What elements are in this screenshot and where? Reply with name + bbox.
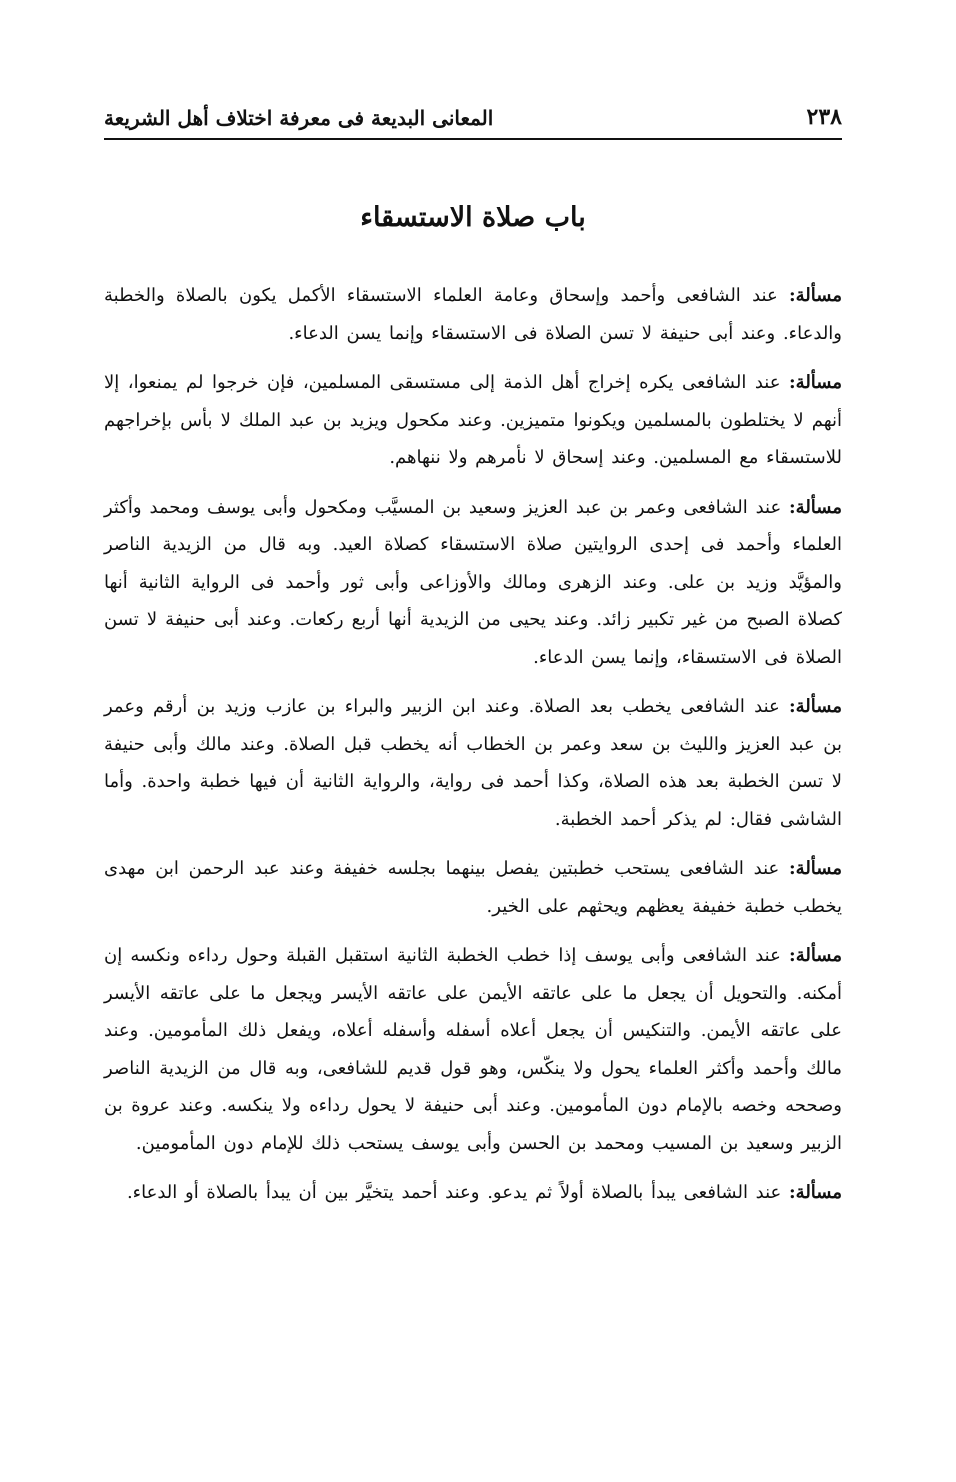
issue-paragraph: [104, 850, 842, 925]
chapter-title: باب صلاة الاستسقاء: [360, 202, 586, 233]
issue-paragraph: [104, 489, 842, 677]
issue-paragraph: [104, 937, 842, 1162]
issue-paragraph: [104, 364, 842, 477]
issue-text: عند الشافعى وأبى يوسف إذا خطب الخطبة الثانية استقبل القبلة وحول رداءه ونكسه إن أمكنه. والتحويل أن يجعل ما على عاتقه الأيمن على عاتقه الأيسر ويجعل ما على عاتقه الأيسر على عاتقه الأيمن. والتنكيس أن يجعل أعلاه أسفله وأسفله أعلاه، ويفعل ذلك المأمومين. وعند مالك وأحمد وأكثر العلماء يحول ولا ينكّس، وهو قول قديم للشافعى، وبه قال من الزيدية الناصر وصححه وخصه بالإمام دون المأمومين. وعند أبى حنيفة لا يحول رداءه ولا ينكسه. وعند عروة بن الزبير وسعيد بن المسيب ومحمد بن الحسن وأبى يوسف يستحب ذلك للإمام دون المأمومين.: [104, 945, 842, 1154]
issue-label: مسألة:: [789, 945, 843, 966]
issue-text: عند الشافعى يكره إخراج أهل الذمة إلى مستسقى المسلمين، فإن خرجوا لم يمنعوا، إلا أنهم لا يختلطون بالمسلمين ويكونوا متميزين. وعند مكحول ويزيد بن عبد الملك لا بأس بإخراجهم للاستسقاء مع المسلمين. وعند إسحاق لا نأمرهم ولا ننهاهم.: [104, 372, 842, 468]
issue-label: مسألة:: [789, 496, 842, 518]
page-number: ٢٣٨: [806, 104, 842, 130]
issue-paragraph: [104, 277, 842, 352]
issue-text: عند الشافعى وأحمد وإسحاق وعامة العلماء الاستسقاء الأكمل يكون بالصلاة والخطبة والدعاء. وعند أبى حنيفة لا تسن الصلاة فى الاستسقاء وإنما يسن الدعاء.: [104, 285, 842, 344]
book-page: [104, 100, 842, 1460]
issue-label: مسألة:: [789, 1182, 842, 1203]
issue-label: مسألة:: [789, 285, 842, 306]
issue-text: عند الشافعى يستحب خطبتين يفصل بينهما بجلسه خفيفة وعند عبد الرحمن ابن مهدى يخطب خطبة خفيفة يعظهم ويحثهم على الخير.: [104, 858, 842, 917]
issue-paragraph: [104, 688, 842, 838]
issue-text: عند الشافعى وعمر بن عبد العزيز وسعيد بن المسيَّب ومكحول وأبى يوسف ومحمد وأكثر العلماء وأحمد فى إحدى الروايتين صلاة الاستسقاء كصلاة العيد. وبه قال من الزيدية الناصر والمؤيَّد وزيد بن على. وعند الزهرى ومالك والأوزاعى وأبى ثور وأحمد فى الرواية الثانية أنها كصلاة الصبح من غير تكبير زائد. وعند يحيى من الزيدية أنها أربع ركعات. وعند أبى حنيفة لا تسن الصلاة فى الاستسقاء، وإنما يسن الدعاء.: [104, 496, 842, 668]
issue-label: مسألة:: [789, 858, 842, 879]
issue-paragraph: [104, 1174, 842, 1212]
issue-text: عند الشافعى يخطب بعد الصلاة. وعند ابن الزبير والبراء بن عازب وزيد بن أرقم وعمر بن عبد العزيز والليث بن سعد وعمر بن الخطاب أنه يخطب قبل الصلاة. وعند مالك وأبى حنيفة لا تسن الخطبة بعد هذه الصلاة، وكذا أحمد فى رواية، والرواية الثانية أن فيها خطبة واحدة. وأما الشاشى فقال: لم يذكر أحمد الخطبة.: [104, 696, 842, 830]
issue-label: مسألة:: [789, 696, 842, 717]
issue-text: عند الشافعى يبدأ بالصلاة أولاً ثم يدعو. وعند أحمد يتخيَّر بين أن يبدأ بالصلاة أو الدعاء.: [126, 1182, 782, 1203]
issue-label: مسألة:: [789, 372, 842, 393]
book-title: المعانى البديعة فى معرفة اختلاف أهل الشريعة: [104, 106, 494, 130]
running-header: [104, 100, 842, 140]
